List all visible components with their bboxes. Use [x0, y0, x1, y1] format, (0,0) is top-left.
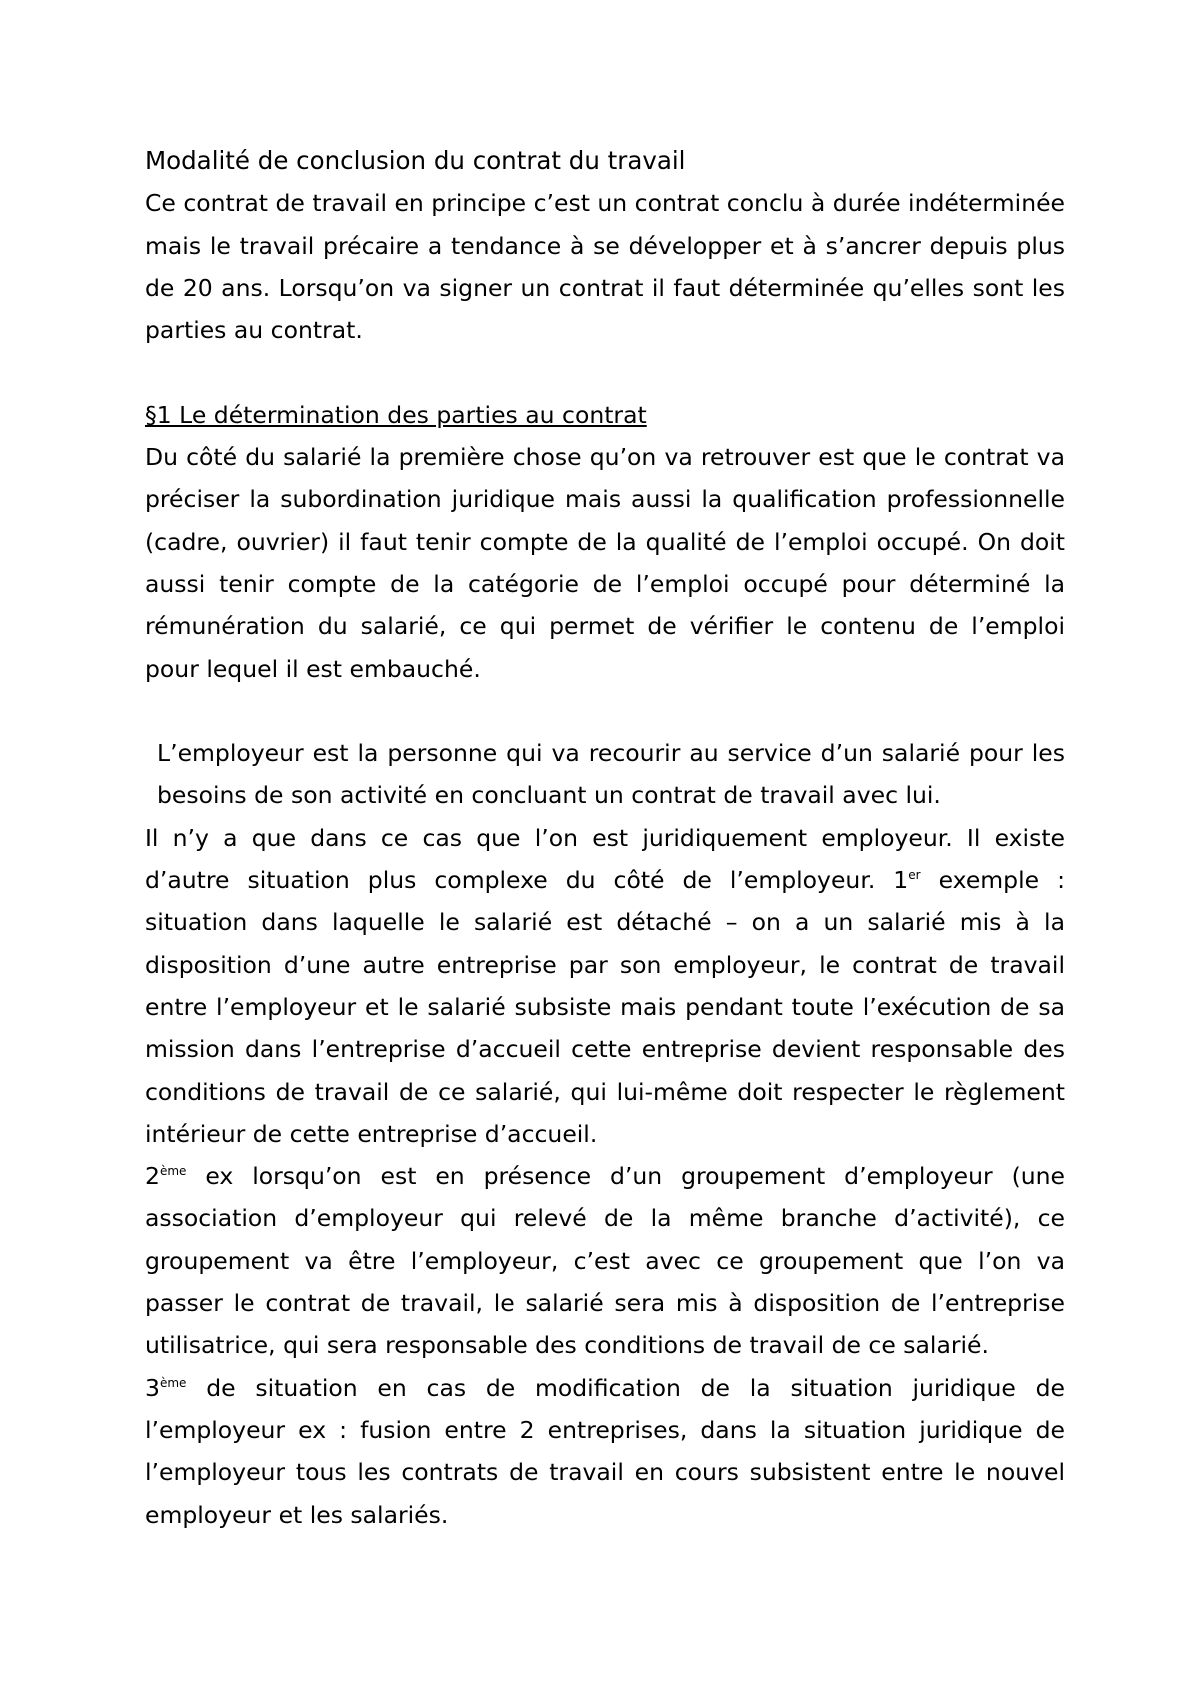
example-1-superscript: er — [908, 868, 921, 883]
intro-paragraph: Ce contrat de travail en principe c’est un contrat conclu à durée indéterminée mais le travail précaire a tendance à se développer et à s’ancrer depuis plus de 20 ans. Lorsqu’on va signer un contrat il faut déterminée qu’elles sont les parties au contrat. — [145, 189, 1065, 345]
example-3-superscript: ème — [159, 1375, 187, 1390]
example-1-text-start: Il n’y a que dans ce cas que l’on est juridiquement employeur. Il existe d’autre situation plus complexe du côté de l’employeur. 1 — [145, 823, 1065, 895]
example-2-text: ex lorsqu’on est en présence d’un groupement d’employeur (une association d’employeur qui relevé de la même branche d’activité), ce groupement va être l’employeur, c’est avec ce groupement que l’on va passer le contrat de travail, le salarié sera mis à disposition de l’entreprise utilisatrice, qui sera responsable des conditions de travail de ce salarié. — [145, 1162, 1065, 1360]
document-page — [145, 140, 1065, 1536]
document-title: Modalité de conclusion du contrat du travail — [145, 146, 686, 175]
example-2-paragraph — [145, 1155, 1065, 1366]
example-1-text-end: exemple : situation dans laquelle le salarié est détaché – on a un salarié mis à la disposition d’une autre entreprise par son employeur, le contrat de travail entre l’employeur et le salarié subsiste mais pendant toute l’exécution de sa mission dans l’entreprise d’accueil cette entreprise devient responsable des conditions de travail de ce salarié, qui lui-même doit respecter le règlement intérieur de cette entreprise d’accueil. — [145, 866, 1066, 1148]
employeur-paragraph: L’employeur est la personne qui va recourir au service d’un salarié pour les besoins de son activité en concluant un contrat de travail avec lui. — [157, 739, 1065, 810]
example-2-superscript: ème — [159, 1164, 187, 1179]
example-3-number: 3 — [145, 1373, 160, 1402]
spacer — [145, 351, 1065, 393]
section-heading-text: §1 Le détermination des parties au contrat — [145, 400, 647, 429]
section-heading — [145, 394, 1065, 436]
spacer — [145, 690, 1065, 732]
example-3-paragraph — [145, 1367, 1065, 1536]
salarie-paragraph: Du côté du salarié la première chose qu’on va retrouver est que le contrat va préciser la subordination juridique mais aussi la qualification professionnelle (cadre, ouvrier) il faut tenir compte de la qualité de l’emploi occupé. On doit aussi tenir compte de la catégorie de l’emploi occupé pour déterminé la rémunération du salarié, ce qui permet de vérifier le contenu de l’emploi pour lequel il est embauché. — [145, 443, 1065, 683]
example-1-paragraph — [145, 817, 1065, 1155]
example-2-number: 2 — [145, 1162, 160, 1191]
example-3-text: de situation en cas de modification de la situation juridique de l’employeur ex : fusion entre 2 entreprises, dans la situation juridique de l’employeur tous les contrats de travail en cours subsistent entre le nouvel employeur et les salariés. — [145, 1373, 1065, 1529]
